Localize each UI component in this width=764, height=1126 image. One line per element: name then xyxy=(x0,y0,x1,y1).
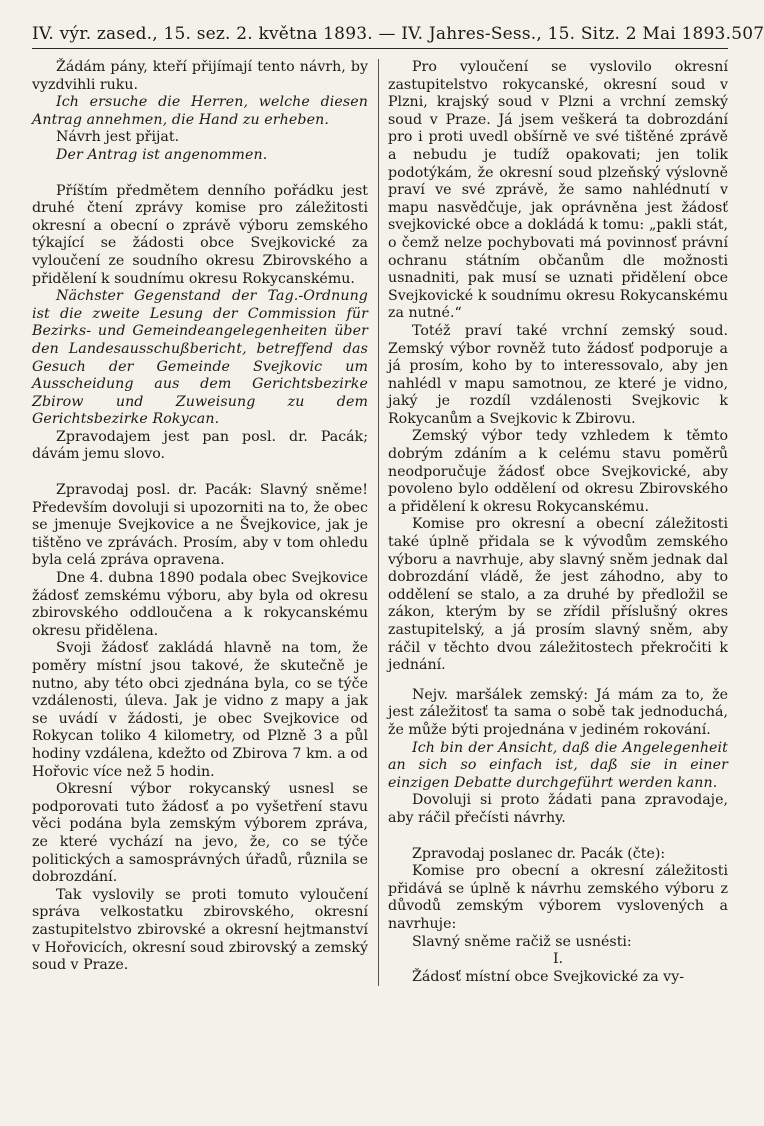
paragraph: Slavný sněme račiž se usnésti: xyxy=(412,933,632,950)
paragraph: Nejv. maršálek zemský: Já mám za to, že jest záležitosť ta sama o sobě tak jednoduchá, že může býti projednána v jediném rokování. xyxy=(388,686,728,738)
paragraph-gap xyxy=(32,464,368,482)
paragraph: Pro vyloučení se vyslovilo okresní zastupitelstvo rokycanské, okresní soud v Plzni, krajský soud v Plzni a vrchní zemský soud v Praze. Já jsem veškerá ta dobrozdání pro i proti uvedl obšírně ve své tištěné zprávě a nebudu je tudíž opakovati; jen tolik podotýkám, že okresní soud plzeňský výslovně praví ve své zprávě, že samo nahlédnutí v mapu nasvědčuje, jak oprávněna jest žádosť svejkovické obce a dokládá k tomu: „pakli stát, o čemž nelze pochybovati má povinnosť právní ochranu státním občanům dle možnosti usnadniti, pak musí se uznati přidělení obce Svejkovické k soudnímu okresu Rokycanskému za nutné.“ xyxy=(388,59,728,322)
paragraph: Der Antrag ist angenommen. xyxy=(56,146,268,163)
text-columns xyxy=(32,59,728,986)
paragraph: Nächster Gegenstand der Tag.-Ordnung ist die zweite Lesung der Commission für Bezirks- und Gemeindeangelegenheiten über den Landesausschußbericht, betreffend das Gesuch der Gemeinde Svejkovic um Ausscheidung aus dem Gerichtsbezirke Zbirow und Zuweisung zu dem Gerichtsbezirke Rokycan. xyxy=(32,288,368,428)
paragraph: I. xyxy=(552,951,564,968)
paragraph: Dovoluji si proto žádati pana zpravodaje, aby ráčil přečísti návrhy. xyxy=(388,792,728,826)
page-header xyxy=(32,24,764,49)
paragraph-gap xyxy=(388,675,728,687)
paragraph: Žádosť místní obce Svejkovické za vy- xyxy=(412,968,685,985)
paragraph: Návrh jest přijat. xyxy=(56,129,180,146)
paragraph: Žádám pány, kteří přijímají tento návrh, by vyzdvihli ruku. xyxy=(32,59,368,93)
paragraph: Okresní výbor rokycanský usnesl se podporovati tuto žádosť a po vyšetření stavu věci podána byla zemským výborem zpráva, ze které vychází na jevo, že, co se týče politických a samosprávných úřadů, různila se dobrozdání. xyxy=(32,781,368,886)
paragraph: Příštím předmětem denního pořádku jest druhé čtení zprávy komise pro záležitosti okresní a obecní o zprávě výboru zemského týkající se žádosti obce Svejkovické za vyloučení ze soudního okresu Zbirovského a přidělení k soudnímu okresu Rokycanskému. xyxy=(32,182,368,287)
right-column xyxy=(388,59,728,986)
paragraph: Svoji žádosť zakládá hlavně na tom, že poměry místní jsou takové, že skutečně je nutno, aby této obci zjednána byla, co se týče vzdálenosti, úleva. Jak je vidno z mapy a jak se uvádí v žádosti, je obec Svejkovice od Rokycan toliko 4 kilometry, od Plzně 3 a půl hodiny vzdálena, kdežto od Zbirova 7 km. a od Hořovic více než 5 hodin. xyxy=(32,640,368,780)
paragraph: Zemský výbor tedy vzhledem k těmto dobrým zdáním a k celému stavu poměrů neodporučuje žádosť obce Svejkovické, aby povoleno bylo oddělení od okresu Zbirovského a přidělení k okresu Rokycanskému. xyxy=(388,428,728,515)
paragraph: Dne 4. dubna 1890 podala obec Svejkovice žádosť zemskému výboru, aby byla od okresu zbirovského oddloučena a k rokycanskému okresu přidělena. xyxy=(32,570,368,639)
paragraph: Totéž praví také vrchní zemský soud. Zemský výbor rovněž tuto žádosť podporuje a já prosím, koho by to interessovalo, aby jen nahlédl v mapu samotnou, ze které je vidno, jaký je rozdíl vzdálenosti Svejkovic k Rokycanům a Svejkovic k Zbirovu. xyxy=(388,322,728,427)
paragraph-gap xyxy=(388,828,728,846)
paragraph: Zpravodaj poslanec dr. Pacák (čte): xyxy=(412,845,666,862)
paragraph: Zpravodaj posl. dr. Pacák: Slavný sněme! Především dovoluji si upozorniti na to, že obec se jmenuje Svejkovice a ne Švejkovice, jak je tištěno ve zprávách. Prosím, aby v tom ohledu byla celá zpráva opravena. xyxy=(32,482,368,569)
left-column xyxy=(32,59,368,986)
paragraph: Komise pro obecní a okresní záležitosti přidává se úplně k návrhu zemského výboru z důvodů zemským výborem vyslovených a navrhuje: xyxy=(388,863,728,932)
paragraph-gap xyxy=(32,165,368,183)
column-divider xyxy=(378,59,379,986)
paragraph: Ich bin der Ansicht, daß die Angelegenheit an sich so einfach ist, daß sie in einer einzigen Debatte durchgeführt werden kann. xyxy=(388,739,728,791)
paragraph: Tak vyslovily se proti tomuto vyloučení správa velkostatku zbirovského, okresní zastupitelstvo zbirovské a okresní hejtmanství v Hořovicích, okresní soud zbirovský a zemský soud v Praze. xyxy=(32,886,368,974)
paragraph: Komise pro okresní a obecní záležitosti také úplně přidala se k vývodům zemského výboru a navrhuje, aby slavný sněm jednak dal dobrozdání vládě, že jest záhodno, aby to oddělení se stalo, a za druhé by předložil se zákon, kterým by se zřídil příslušný okres zastupitelský, a já prosím slavný sněm, aby ráčil v těchto dvou záležitostech překročiti k jednání. xyxy=(388,516,728,674)
header-session-info: IV. výr. zased., 15. sez. 2. května 1893. — IV. Jahres-Sess., 15. Sitz. 2 Mai 1893. xyxy=(32,24,732,44)
paragraph: Ich ersuche die Herren, welche diesen Antrag annehmen, die Hand zu erheben. xyxy=(32,94,368,128)
page-number: 507 xyxy=(731,24,764,44)
paragraph: Zpravodajem jest pan posl. dr. Pacák; dávám jemu slovo. xyxy=(32,428,368,463)
